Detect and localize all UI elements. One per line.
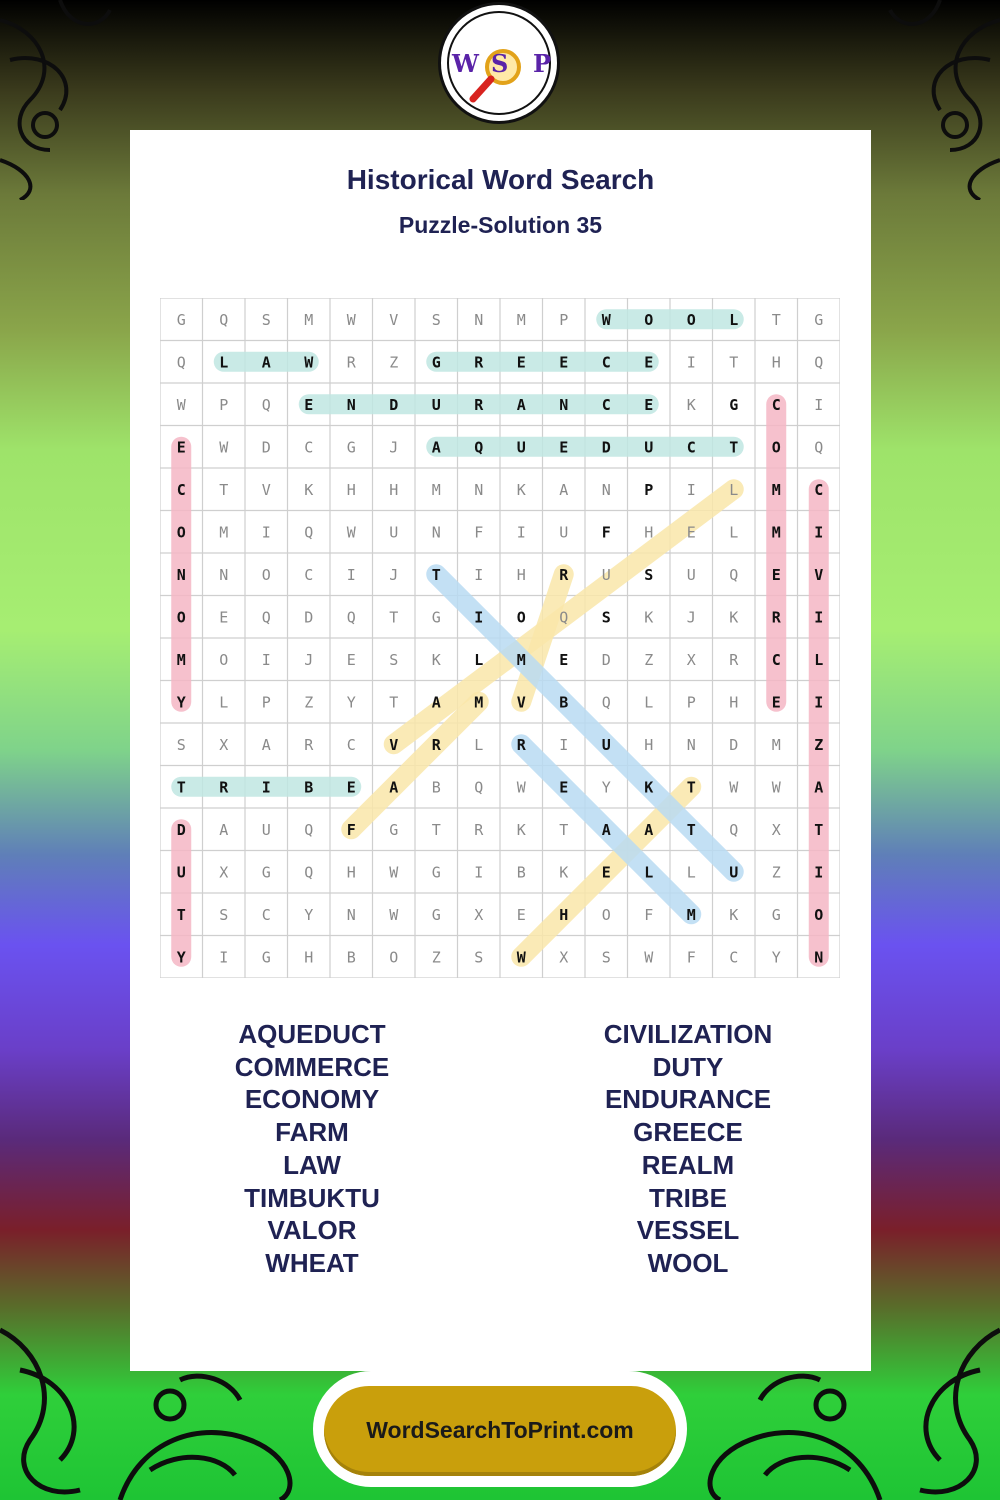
grid-letter: O: [219, 650, 229, 669]
grid-letter: C: [771, 650, 781, 669]
word-list-item: ECONOMY: [244, 1084, 380, 1115]
grid-letter: T: [431, 565, 441, 584]
grid-letter: M: [304, 310, 314, 329]
grid-letter: K: [304, 480, 314, 499]
grid-letter: M: [474, 693, 484, 712]
grid-letter: O: [176, 523, 186, 542]
word-list-left: [152, 1018, 472, 1280]
grid-letter: T: [729, 438, 739, 457]
grid-letter: W: [771, 778, 781, 797]
grid-letter: R: [431, 735, 441, 754]
grid-letter: A: [219, 820, 229, 839]
grid-letter: F: [686, 948, 696, 967]
grid-letter: V: [814, 565, 824, 584]
word-list-item: GREECE: [633, 1117, 743, 1148]
grid-letter: G: [431, 863, 441, 882]
grid-letter: F: [346, 820, 356, 839]
grid-letter: I: [346, 565, 356, 584]
grid-letter: I: [814, 863, 824, 882]
grid-letter: A: [559, 480, 569, 499]
grid-letter: T: [389, 608, 399, 627]
grid-letter: A: [389, 778, 399, 797]
grid-letter: X: [219, 863, 229, 882]
grid-letter: Z: [389, 353, 399, 372]
grid-letter: K: [729, 608, 739, 627]
grid-letter: W: [516, 778, 526, 797]
grid-letter: N: [474, 310, 484, 329]
grid-letter: T: [389, 693, 399, 712]
grid-letter: Y: [304, 905, 314, 924]
grid-letter: E: [516, 353, 526, 372]
grid-letter: A: [814, 778, 824, 797]
word-list-item: REALM: [641, 1149, 735, 1180]
grid-letter: I: [474, 565, 484, 584]
grid-letter: C: [346, 735, 356, 754]
grid-letter: L: [814, 650, 824, 669]
grid-letter: R: [559, 565, 569, 584]
grid-letter: G: [346, 438, 356, 457]
grid-letter: O: [389, 948, 399, 967]
grid-letter: O: [261, 565, 271, 584]
grid-letter: Q: [559, 608, 569, 627]
website-link-button[interactable]: [324, 1386, 676, 1476]
grid-letter: I: [516, 523, 526, 542]
logo-letter-p: P: [533, 49, 552, 78]
grid-letter: D: [304, 608, 314, 627]
grid-letter: H: [644, 735, 654, 754]
grid-letter: Q: [304, 820, 314, 839]
grid-letter: W: [346, 310, 356, 329]
word-list-item: AQUEDUCT: [238, 1019, 386, 1049]
grid-letter: W: [219, 438, 229, 457]
grid-letter: W: [516, 948, 526, 967]
grid-letter: E: [559, 650, 569, 669]
word-list-item: LAW: [283, 1149, 341, 1180]
grid-letter: H: [304, 948, 314, 967]
grid-letter: M: [176, 650, 186, 669]
grid-letter: I: [474, 863, 484, 882]
site-logo[interactable]: [438, 2, 560, 124]
grid-letter: B: [346, 948, 356, 967]
grid-letter: P: [261, 693, 271, 712]
grid-letter: K: [516, 480, 526, 499]
grid-letter: E: [559, 438, 569, 457]
grid-letter: F: [644, 905, 654, 924]
grid-letter: H: [346, 480, 356, 499]
grid-letter: E: [771, 565, 781, 584]
word-list-item: WHEAT: [265, 1247, 359, 1278]
grid-letter: E: [346, 650, 356, 669]
corner-ornament-top-right: [860, 0, 1000, 200]
grid-letter: X: [474, 905, 484, 924]
grid-letter: L: [729, 480, 739, 499]
grid-letter: T: [686, 820, 696, 839]
grid-letter: G: [431, 905, 441, 924]
grid-letter: U: [729, 863, 739, 882]
grid-letter: A: [601, 820, 611, 839]
grid-letter: N: [686, 735, 696, 754]
grid-letter: E: [644, 395, 654, 414]
grid-letter: I: [261, 523, 271, 542]
grid-letter: W: [729, 778, 739, 797]
grid-letter: B: [516, 863, 526, 882]
grid-letter: X: [771, 820, 781, 839]
grid-letter: N: [176, 565, 186, 584]
grid-letter: I: [814, 523, 824, 542]
grid-letter: T: [814, 820, 824, 839]
grid-letter: Q: [219, 310, 229, 329]
grid-letter: S: [431, 310, 441, 329]
grid-letter: L: [474, 735, 484, 754]
grid-letter: E: [346, 778, 356, 797]
grid-letter: T: [219, 480, 229, 499]
grid-letter: E: [516, 905, 526, 924]
grid-letter: G: [261, 948, 271, 967]
grid-letter: E: [771, 693, 781, 712]
grid-letter: K: [644, 778, 654, 797]
grid-letter: K: [644, 608, 654, 627]
grid-letter: I: [686, 480, 696, 499]
grid-letter: W: [389, 863, 399, 882]
grid-letter: S: [176, 735, 186, 754]
grid-letter: T: [686, 778, 696, 797]
grid-letter: G: [771, 905, 781, 924]
grid-letter: M: [219, 523, 229, 542]
grid-letter: W: [389, 905, 399, 924]
grid-letter: Q: [601, 693, 611, 712]
footer-badge: [313, 1371, 687, 1487]
grid-letter: M: [516, 650, 526, 669]
grid-letter: N: [346, 905, 356, 924]
grid-letter: O: [644, 310, 654, 329]
grid-letter: V: [389, 735, 399, 754]
grid-letter: R: [771, 608, 781, 627]
grid-letter: O: [601, 905, 611, 924]
grid-letter: G: [431, 353, 441, 372]
page-subtitle: Puzzle-Solution 35: [398, 212, 603, 238]
grid-letter: C: [686, 438, 696, 457]
grid-letter: I: [219, 948, 229, 967]
grid-letter: U: [176, 863, 186, 882]
grid-letter: K: [686, 395, 696, 414]
grid-letter: D: [176, 820, 186, 839]
grid-letter: E: [644, 353, 654, 372]
grid-letter: J: [304, 650, 314, 669]
grid-letter: H: [389, 480, 399, 499]
grid-letter: Q: [304, 523, 314, 542]
word-list-item: VESSEL: [636, 1215, 740, 1246]
grid-letter: O: [814, 905, 824, 924]
grid-letter: R: [729, 650, 739, 669]
grid-letter: G: [814, 310, 824, 329]
grid-letter: Q: [261, 395, 271, 414]
grid-letter: C: [814, 480, 824, 499]
grid-letter: Y: [346, 693, 356, 712]
grid-letter: C: [771, 395, 781, 414]
grid-letter: V: [389, 310, 399, 329]
grid-letter: Z: [644, 650, 654, 669]
grid-letter: C: [261, 905, 271, 924]
grid-letter: A: [431, 438, 441, 457]
grid-letter: Y: [771, 948, 781, 967]
grid-letter: T: [431, 820, 441, 839]
grid-letter: H: [516, 565, 526, 584]
grid-letter: Q: [346, 608, 356, 627]
grid-letter: Q: [474, 778, 484, 797]
grid-letter: U: [516, 438, 526, 457]
logo-letter-w: W: [452, 49, 479, 78]
grid-letter: L: [219, 353, 229, 372]
grid-letter: E: [559, 778, 569, 797]
word-list-item: COMMERCE: [234, 1051, 390, 1082]
grid-letter: K: [559, 863, 569, 882]
grid-letter: U: [261, 820, 271, 839]
grid-letter: R: [219, 778, 229, 797]
grid-letter: B: [431, 778, 441, 797]
word-list-item: TIMBUKTU: [244, 1182, 380, 1213]
corner-ornament-top-left: [0, 0, 140, 200]
grid-letter: R: [304, 735, 314, 754]
grid-letter: N: [346, 395, 356, 414]
grid-letter: D: [389, 395, 399, 414]
grid-letter: R: [516, 735, 526, 754]
grid-letter: I: [814, 608, 824, 627]
grid-letter: L: [686, 863, 696, 882]
grid-letter: I: [814, 693, 824, 712]
grid-letter: S: [601, 948, 611, 967]
grid-letter: Q: [814, 353, 824, 372]
grid-letter: T: [771, 310, 781, 329]
grid-letter: H: [729, 693, 739, 712]
word-list-item: ENDURANCE: [604, 1084, 772, 1115]
grid-letter: U: [389, 523, 399, 542]
grid-letter: O: [176, 608, 186, 627]
grid-letter: I: [261, 650, 271, 669]
grid-letter: F: [601, 523, 611, 542]
grid-letter: H: [346, 863, 356, 882]
grid-letter: X: [559, 948, 569, 967]
grid-letter: M: [431, 480, 441, 499]
grid-letter: K: [516, 820, 526, 839]
grid-letter: G: [389, 820, 399, 839]
grid-letter: E: [304, 395, 314, 414]
grid-letter: U: [559, 523, 569, 542]
grid-letter: U: [431, 395, 441, 414]
grid-letter: J: [686, 608, 696, 627]
word-list-item: DUTY: [652, 1051, 724, 1082]
grid-letter: K: [729, 905, 739, 924]
grid-letter: N: [219, 565, 229, 584]
grid-letter: N: [559, 395, 569, 414]
grid-letter: D: [601, 650, 611, 669]
grid-letter: J: [389, 565, 399, 584]
grid-letter: W: [304, 353, 314, 372]
grid-letter: Q: [729, 565, 739, 584]
grid-letter: Q: [474, 438, 484, 457]
grid-letter: E: [559, 353, 569, 372]
word-list-item: FARM: [275, 1117, 349, 1148]
grid-letter: Q: [729, 820, 739, 839]
grid-letter: B: [559, 693, 569, 712]
grid-letter: U: [644, 438, 654, 457]
grid-letter: H: [644, 523, 654, 542]
grid-letter: O: [686, 310, 696, 329]
grid-letter: Z: [431, 948, 441, 967]
word-list-item: VALOR: [267, 1215, 357, 1246]
grid-letter: S: [261, 310, 271, 329]
grid-letter: C: [304, 565, 314, 584]
grid-letter: L: [219, 693, 229, 712]
grid-letter: K: [431, 650, 441, 669]
grid-letter: Z: [771, 863, 781, 882]
grid-letter: I: [814, 395, 824, 414]
grid-letter: V: [261, 480, 271, 499]
grid-letter: O: [516, 608, 526, 627]
grid-letter: A: [516, 395, 526, 414]
grid-letter: W: [601, 310, 611, 329]
grid-letter: N: [474, 480, 484, 499]
grid-letter: G: [729, 395, 739, 414]
grid-letter: G: [431, 608, 441, 627]
grid-letter: C: [729, 948, 739, 967]
grid-letter: N: [814, 948, 824, 967]
grid-letter: U: [686, 565, 696, 584]
grid-letter: I: [686, 353, 696, 372]
grid-letter: Q: [261, 608, 271, 627]
grid-letter: R: [474, 820, 484, 839]
grid-letter: I: [474, 608, 484, 627]
grid-letter: T: [559, 820, 569, 839]
grid-letter: T: [176, 905, 186, 924]
grid-letter: Q: [304, 863, 314, 882]
grid-letter: I: [559, 735, 569, 754]
grid-letter: U: [601, 735, 611, 754]
grid-letter: U: [601, 565, 611, 584]
grid-letter: C: [601, 353, 611, 372]
grid-letter: G: [176, 310, 186, 329]
word-search-grid: [160, 298, 840, 978]
grid-letter: H: [559, 905, 569, 924]
grid-letter: W: [346, 523, 356, 542]
grid-letter: R: [346, 353, 356, 372]
grid-letter: Z: [304, 693, 314, 712]
grid-letter: T: [176, 778, 186, 797]
grid-letter: P: [644, 480, 654, 499]
word-list-item: CIVILIZATION: [603, 1019, 773, 1049]
grid-letter: P: [559, 310, 569, 329]
grid-letter: E: [686, 523, 696, 542]
grid-letter: Y: [601, 778, 611, 797]
grid-letter: B: [304, 778, 314, 797]
grid-canvas: [160, 298, 840, 978]
grid-letter: E: [219, 608, 229, 627]
grid-letter: X: [219, 735, 229, 754]
grid-letter: T: [729, 353, 739, 372]
grid-letter: W: [644, 948, 654, 967]
grid-letter: A: [644, 820, 654, 839]
grid-letter: L: [644, 693, 654, 712]
grid-letter: D: [261, 438, 271, 457]
grid-letter: X: [686, 650, 696, 669]
grid-letter: J: [389, 438, 399, 457]
grid-letter: L: [474, 650, 484, 669]
word-list-item: WOOL: [647, 1247, 729, 1278]
grid-letter: S: [644, 565, 654, 584]
grid-letter: P: [219, 395, 229, 414]
word-list-item: TRIBE: [649, 1182, 727, 1213]
grid-letter: V: [516, 693, 526, 712]
grid-letter: M: [771, 480, 781, 499]
grid-letter: Q: [814, 438, 824, 457]
grid-letter: M: [771, 735, 781, 754]
grid-letter: O: [771, 438, 781, 457]
grid-letter: D: [601, 438, 611, 457]
grid-letter: R: [474, 353, 484, 372]
logo-letter-s: S: [491, 49, 509, 78]
grid-letter: H: [771, 353, 781, 372]
grid-letter: E: [176, 438, 186, 457]
grid-letter: P: [686, 693, 696, 712]
grid-letter: M: [686, 905, 696, 924]
grid-letter: A: [431, 693, 441, 712]
grid-letter: Y: [176, 948, 186, 967]
page-title: Historical Word Search: [346, 164, 655, 195]
grid-letter: E: [601, 863, 611, 882]
word-list-right: [528, 1018, 848, 1280]
grid-letter: M: [516, 310, 526, 329]
grid-letter: N: [601, 480, 611, 499]
grid-letter: W: [176, 395, 186, 414]
grid-letter: I: [261, 778, 271, 797]
grid-letter: C: [304, 438, 314, 457]
grid-letter: S: [219, 905, 229, 924]
grid-letter: Z: [814, 735, 824, 754]
grid-letter: L: [729, 310, 739, 329]
grid-letter: M: [771, 523, 781, 542]
grid-letter: L: [729, 523, 739, 542]
grid-letter: C: [601, 395, 611, 414]
grid-letter: G: [261, 863, 271, 882]
grid-letter: N: [431, 523, 441, 542]
grid-letter: A: [261, 735, 271, 754]
grid-letter: R: [474, 395, 484, 414]
grid-letter: Q: [176, 353, 186, 372]
grid-letter: F: [474, 523, 484, 542]
grid-letter: S: [389, 650, 399, 669]
website-link-text: WordSearchToPrint.com: [366, 1417, 634, 1443]
grid-letter: C: [176, 480, 186, 499]
grid-letter: Y: [176, 693, 186, 712]
grid-letter: S: [601, 608, 611, 627]
grid-letter: S: [474, 948, 484, 967]
grid-letter: L: [644, 863, 654, 882]
grid-letter: D: [729, 735, 739, 754]
grid-letter: A: [261, 353, 271, 372]
